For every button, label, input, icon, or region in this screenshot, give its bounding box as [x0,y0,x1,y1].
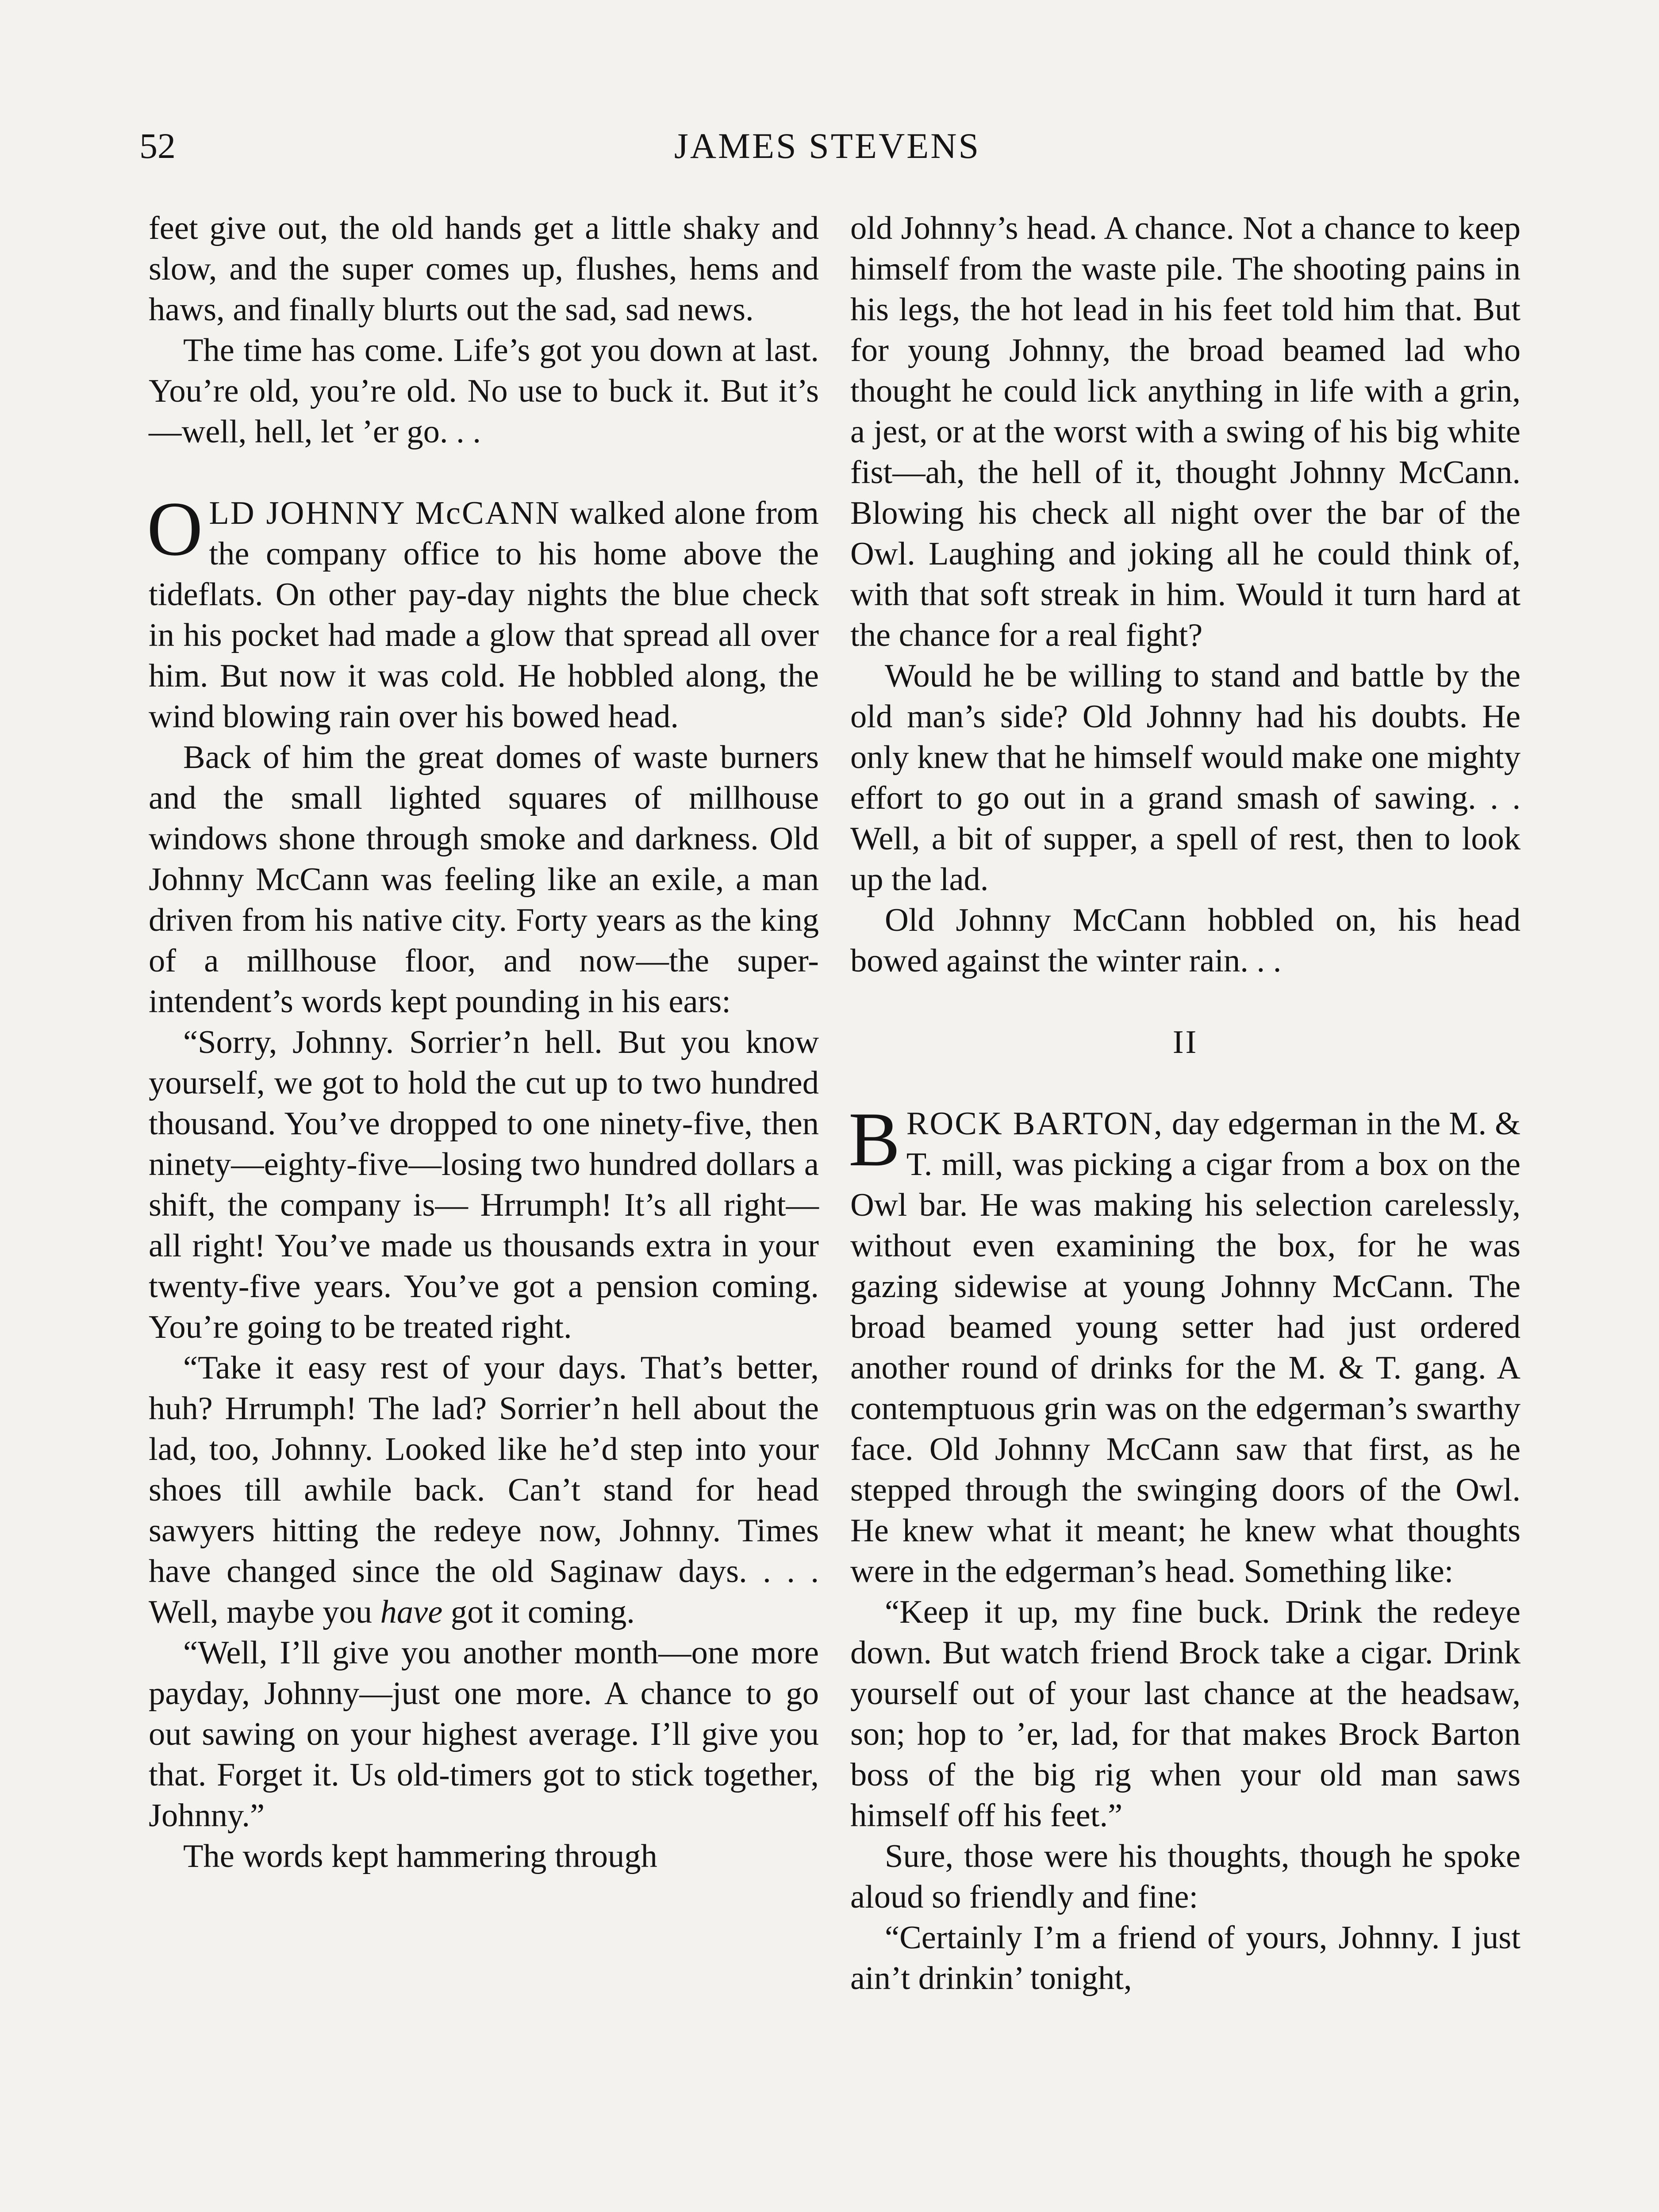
small-caps-lead: ROCK BARTON, [906,1106,1164,1142]
drop-cap: B [849,1096,900,1182]
paragraph: old Johnny’s head. A chance. Not a chance to keep himself from the waste pile. The shooting pains in his legs, the hot lead in his feet told him that. But for young Johnny, the broad beamed lad who thought he could lick anything in life with a grin, a jest, or at the worst with a swing of his big white fist—ah, the hell of it, thought Johnny McCann. Blowing his check all night over the bar of the Owl. Laughing and joking all he could think of, with that soft streak in him. Would it turn hard at the chance for a real fight? [850,210,1521,653]
paragraph: “Well, I’ll give you another month—one more payday, Johnny—just one more. A chance to go out sawing on your highest average. I’ll give you that. Forget it. Us old-timers got to stick together, Johnny.” [149,1635,819,1834]
paragraph: Sure, those were his thoughts, though he spoke aloud so friendly and fine: [850,1838,1521,1915]
paragraph: The words kept hammering through [183,1838,657,1874]
paragraph: “Keep it up, my fine buck. Drink the redeye down. But watch friend Brock take a cigar. Drink yourself out of your last chance at the headsaw, son; hop to ’er, lad, for that makes Brock Barton boss of the big rig when your old man saws himself off his feet.” [850,1594,1521,1834]
small-caps-lead: LD JOHNNY McCANN [209,495,561,531]
page-number: 52 [139,126,176,166]
running-head: JAMES STEVENS [674,126,981,166]
paragraph-text: walked alone from the company office to his home above the tideflats. On other pay-day nights the blue check in his pocket had made a glow that spread all over him. But now it was cold. He hobbled along, the wind blowing rain over his bowed head. [149,495,819,735]
paragraph-text: got it coming. [442,1594,635,1630]
right-column [850,208,1521,1999]
drop-cap: O [147,486,203,572]
left-column [149,208,819,1877]
paragraph: Back of him the great domes of waste burners and the small lighted squares of millhouse windows shone through smoke and darkness. Old Johnny McCann was feeling like an exile, a man driven from his native city. Forty years as the king of a millhouse floor, and now—the super-intendent’s words kept pounding in his ears: [149,739,819,1020]
paragraph-text: “Take it easy rest of your days. That’s better, huh? Hrrumph! The lad? Sorrier’n hell about the lad, too, Johnny. Looked like he’d step into your shoes till awhile back. Can’t stand for head sawyers hitting the redeye now, Johnny. Times have changed since the old Saginaw days. . . . Well, maybe you [149,1350,819,1630]
paragraph [149,1348,819,1632]
paragraph: “Certainly I’m a friend of yours, Johnny. I just ain’t drinkin’ tonight, [850,1920,1521,1997]
paragraph: Old Johnny McCann hobbled on, his head bowed against the winter rain. . . [850,902,1521,979]
section-opening-paragraph [147,486,819,737]
section-number: II [1172,1024,1198,1060]
paragraph: The time has come. Life’s got you down at last. You’re old, you’re old. No use to buck it. But it’s—well, hell, let ’er go. . . [149,332,819,450]
section-opening-paragraph [849,1096,1521,1592]
paragraph-text: day edgerman in the M. & T. mill, was picking a cigar from a box on the Owl bar. He was making his selection carelessly, without even examining the box, for he was gazing sidewise at young Johnny McCann. The broad beamed young setter had just ordered another round of drinks for the M. & T. gang. A contemptuous grin was on the edgerman’s swarthy face. Old Johnny McCann saw that first, as he stepped through the swinging doors of the Owl. He knew what it meant; he knew what thoughts were in the edgerman’s head. Something like: [850,1106,1521,1590]
paragraph: “Sorry, Johnny. Sorrier’n hell. But you know yourself, we got to hold the cut up to two hundred thousand. You’ve dropped to one ninety-five, then ninety—eighty-five—losing two hundred dollars a shift, the company is— Hrrumph! It’s all right—all right! You’ve made us thousands extra in your twenty-five years. You’ve got a pension coming. You’re going to be treated right. [149,1024,819,1345]
italic-word: have [380,1594,443,1630]
page-header [139,122,1515,170]
paragraph: Would he be willing to stand and battle by the old man’s side? Old Johnny had his doubts. He only knew that he himself would make one mighty effort to go out in a grand smash of sawing. . . Well, a bit of supper, a spell of rest, then to look up the lad. [850,658,1521,898]
paragraph: feet give out, the old hands get a little shaky and slow, and the super comes up, flushes, hems and haws, and finally blurts out the sad, sad news. [149,210,819,328]
